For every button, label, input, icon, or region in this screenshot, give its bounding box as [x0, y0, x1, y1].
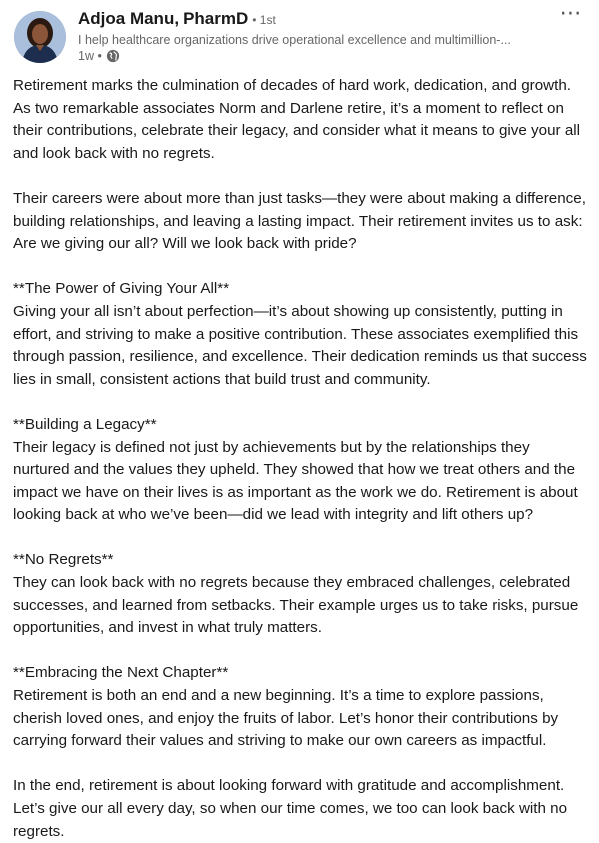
- globe-icon: [106, 49, 120, 63]
- author-credential[interactable]: PharmD: [183, 9, 249, 28]
- connection-degree: • 1st: [252, 13, 276, 27]
- more-options-button[interactable]: ⋯: [559, 0, 583, 25]
- avatar-icon: [14, 11, 66, 63]
- post-paragraph-conclusion: In the end, retirement is about looking forward with gratitude and accomplishment. Let’s give our all every day, so when our time comes, we too can look back with no regrets.: [13, 777, 568, 840]
- post-meta: [78, 49, 120, 63]
- post-paragraph-careers: Their careers were about more than just tasks—they were about making a difference, building relationships, and leaving a lasting impact. Their retirement invites us to ask: Are we giving our all? Will we look back with pride?: [13, 189, 586, 253]
- post-text: [13, 75, 589, 843]
- author-name[interactable]: Adjoa Manu,: [78, 9, 180, 28]
- post-paragraph-next-chapter: **Embracing the Next Chapter** Retirement is both an end and a new beginning. It’s a time to explore passions, cherish loved ones, and enjoy the fruits of labor. Let’s honor their contributions by carrying forward their values and striving to make our own careers as impactful.: [13, 664, 559, 750]
- author-headline[interactable]: I help healthcare organizations drive operational excellence and multimillion-...: [78, 33, 511, 47]
- avatar[interactable]: [14, 11, 66, 63]
- post-paragraph-legacy: **Building a Legacy** Their legacy is defined not just by achievements but by the relationships they nurtured and the values they upheld. They showed that how we treat others and the impact we have on their lives is as important as the work we do. Retirement is about looking back at who we’ve been—did we lead with integrity and lift others up?: [13, 415, 578, 524]
- post-paragraph-intro: Retirement marks the culmination of decades of hard work, dedication, and growth. As two remarkable associates Norm and Darlene retire, it’s a moment to reflect on their contributions, celebrate their legacy, and consider what it means to give your all and look back with no regrets.: [13, 77, 581, 162]
- post-time[interactable]: 1w •: [78, 49, 102, 63]
- post-header: [0, 0, 599, 72]
- author-name-line: [78, 9, 276, 31]
- post-paragraph-no-regrets: **No Regrets** They can look back with no regrets because they embraced challenges, celebrated successes, and learned from setbacks. Their example urges us to take risks, pursue opportunities, and invest in what truly matters.: [13, 551, 579, 637]
- post-paragraph-giving-your-all: **The Power of Giving Your All** Giving your all isn’t about perfection—it’s about showing up consistently, putting in effort, and striving to make a positive contribution. These associates exemplified this through passion, resilience, and excellence. Their dedication reminds us that success lies in small, consistent actions that build trust and community.: [13, 280, 587, 388]
